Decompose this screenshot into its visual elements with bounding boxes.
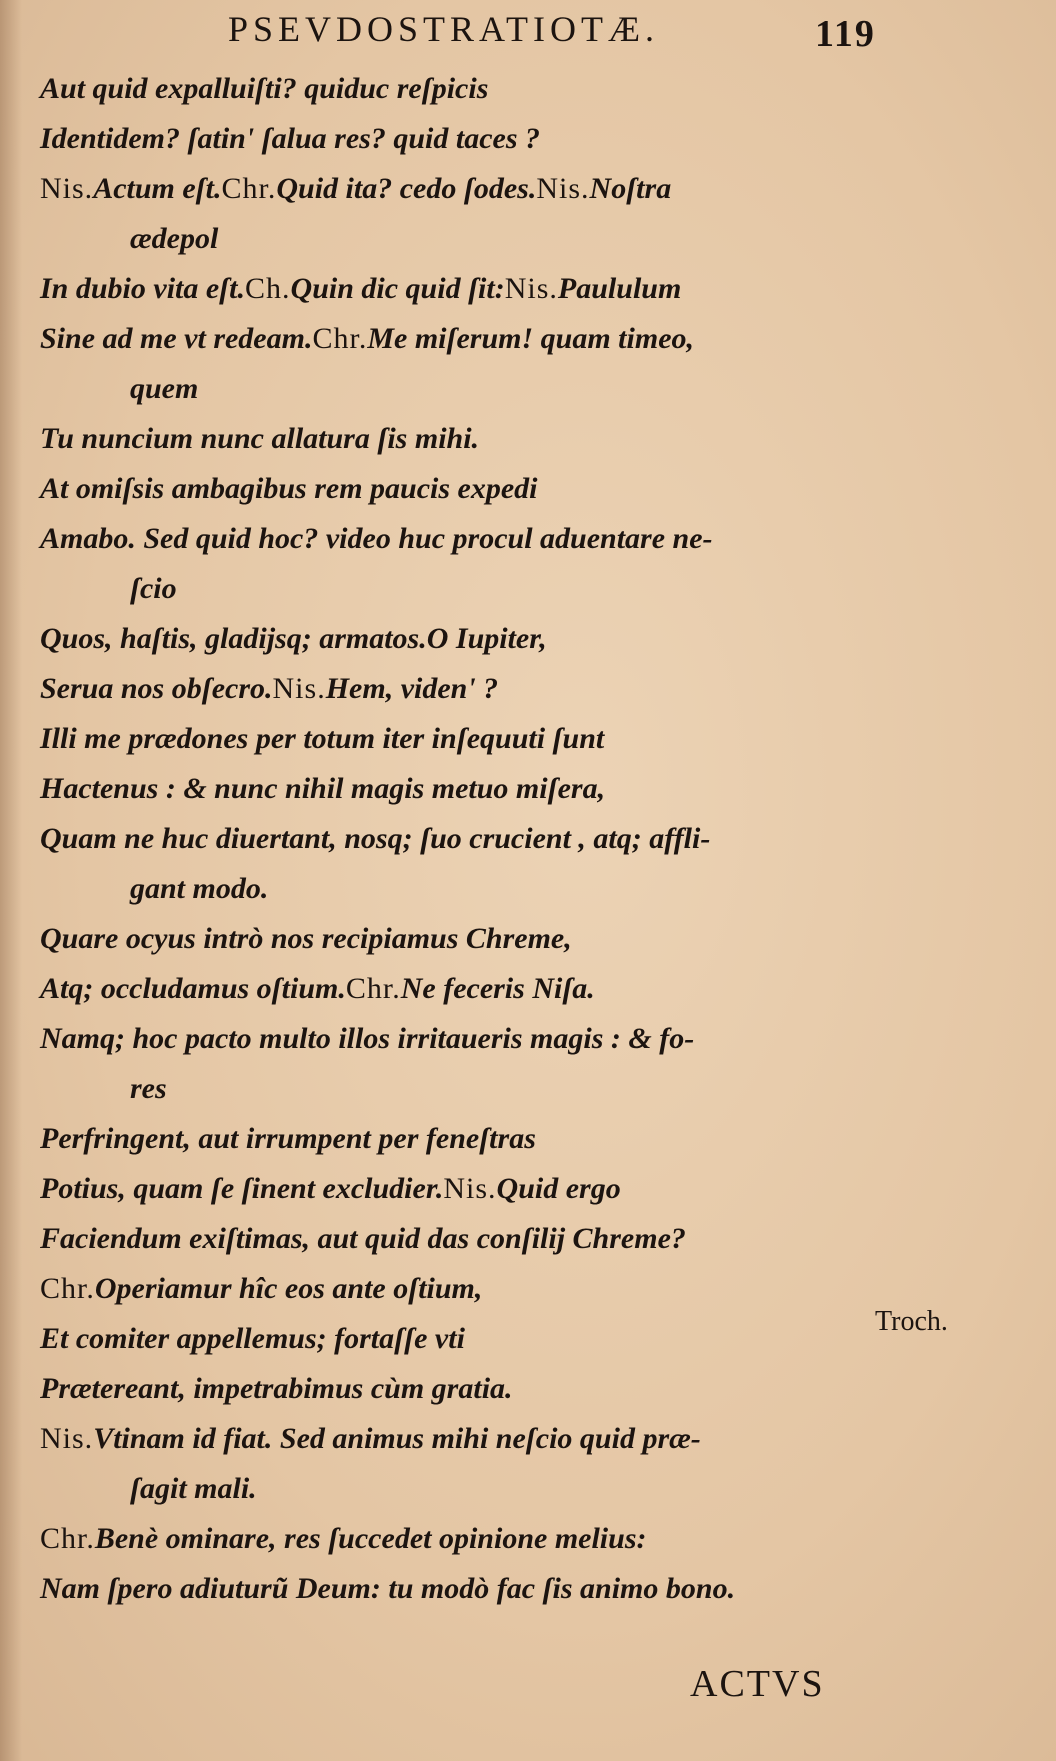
- text-line: [40, 1272, 482, 1306]
- verse-text: Noſtra: [589, 172, 672, 205]
- speaker-label: Chr.: [40, 1522, 95, 1555]
- verse-text: Prætereant, impetrabimus cùm gratia.: [40, 1372, 513, 1405]
- text-line: [40, 322, 694, 356]
- speaker-label: Chr.: [345, 972, 401, 1005]
- verse-text: Namq; hoc pacto multo illos irritaueris magis : & fo-: [40, 1022, 695, 1055]
- text-line: [40, 1122, 536, 1156]
- page-number: 119: [815, 13, 876, 55]
- verse-text: ſagit mali.: [130, 1472, 257, 1505]
- verse-text: res: [130, 1072, 167, 1105]
- text-line: [40, 1022, 694, 1056]
- verse-text: ædepol: [130, 222, 219, 255]
- text-line: [130, 572, 177, 606]
- verse-text: Et comiter appellemus; fortaſſe vti: [40, 1322, 465, 1355]
- verse-text: Illi me prædones per totum iter inſequuti ſunt: [40, 722, 605, 755]
- text-line: [40, 472, 538, 506]
- text-line: [40, 1522, 647, 1556]
- verse-text: Faciendum exiſtimas, aut quid das conſilij Chreme?: [40, 1222, 686, 1255]
- verse-text: Serua nos obſecro.: [40, 672, 273, 705]
- speaker-label: Chr.: [312, 322, 368, 355]
- verse-text: Quid ita? cedo ſodes.: [276, 172, 537, 205]
- text-line: [130, 872, 268, 906]
- verse-text: O Iupiter,: [426, 622, 547, 655]
- margin-note: Troch.: [875, 1306, 948, 1337]
- text-line: [130, 1072, 167, 1106]
- verse-text: Actum eſt.: [93, 172, 222, 205]
- text-line: [40, 272, 681, 306]
- text-line: [40, 1322, 465, 1356]
- verse-text: At omiſsis ambagibus rem paucis expedi: [40, 472, 538, 505]
- text-line: [40, 622, 547, 656]
- running-head: PSEVDOSTRATIOTÆ.: [228, 9, 660, 49]
- text-line: [40, 1372, 513, 1406]
- text-line: [40, 722, 604, 756]
- verse-text: Sine ad me vt redeam.: [40, 322, 313, 355]
- speaker-label: Nis.: [40, 172, 94, 205]
- text-line: [40, 922, 572, 956]
- speaker-label: Nis.: [443, 1172, 497, 1205]
- verse-text: In dubio vita eſt.: [40, 272, 246, 305]
- verse-text: Nam ſpero adiuturũ Deum: tu modò fac ſis animo bono.: [40, 1572, 736, 1605]
- verse-text: Potius, quam ſe ſinent excludier.: [40, 1172, 444, 1205]
- speaker-label: Ch.: [245, 272, 291, 305]
- verse-text: Atq; occludamus oſtium.: [40, 972, 346, 1005]
- speaker-label: Nis.: [504, 272, 558, 305]
- text-line: [40, 972, 595, 1006]
- verse-text: Me miſerum! quam timeo,: [367, 322, 695, 355]
- text-line: [40, 122, 540, 156]
- text-line: [130, 222, 218, 256]
- verse-text: Quid ergo: [496, 1172, 621, 1205]
- verse-text: Tu nuncium nunc allatura ſis mihi.: [40, 422, 480, 455]
- text-line: [40, 1172, 621, 1206]
- verse-text: Aut quid expalluiſti? quiduc reſpicis: [40, 72, 489, 105]
- verse-text: Quos, haſtis, gladijsq; armatos.: [40, 622, 427, 655]
- text-line: [40, 1422, 701, 1456]
- text-line: [40, 172, 671, 206]
- text-line: [40, 522, 713, 556]
- text-line: [40, 1222, 686, 1256]
- verse-text: Benè ominare, res ſuccedet opinione melius:: [94, 1522, 647, 1555]
- text-line: [40, 822, 710, 856]
- speaker-label: Nis.: [536, 172, 590, 205]
- verse-text: Quare ocyus intrò nos recipiamus Chreme,: [40, 922, 572, 955]
- text-line: [40, 72, 488, 106]
- verse-text: Perfringent, aut irrumpent per feneſtras: [40, 1122, 536, 1155]
- verse-text: Vtinam id fiat. Sed animus mihi neſcio quid præ-: [93, 1422, 701, 1455]
- verse-text: Amabo. Sed quid hoc? video huc procul aduentare ne-: [40, 522, 713, 555]
- verse-text: Operiamur hîc eos ante oſtium,: [94, 1272, 483, 1305]
- text-line: [40, 1572, 735, 1606]
- verse-text: Paululum: [557, 272, 682, 305]
- verse-text: Ne feceris Niſa.: [400, 972, 595, 1005]
- text-line: [130, 1472, 257, 1506]
- text-line: [40, 422, 479, 456]
- verse-text: quem: [130, 372, 199, 405]
- speaker-label: Chr.: [40, 1272, 95, 1305]
- verse-text: Quin dic quid ſit:: [290, 272, 505, 305]
- speaker-label: Chr.: [221, 172, 277, 205]
- speaker-label: Nis.: [40, 1422, 94, 1455]
- text-line: [40, 672, 498, 706]
- verse-text: Hactenus : & nunc nihil magis metuo miſera,: [40, 772, 606, 805]
- verse-text: gant modo.: [130, 872, 269, 905]
- verse-text: Hem, viden' ?: [325, 672, 499, 705]
- text-line: [130, 372, 198, 406]
- speaker-label: Nis.: [272, 672, 326, 705]
- catchword: ACTVS: [690, 1663, 825, 1705]
- verse-text: Quam ne huc diuertant, nosq; ſuo crucient , atq; affli-: [40, 822, 711, 855]
- verse-text: Identidem? ſatin' ſalua res? quid taces ?: [40, 122, 541, 155]
- text-line: [40, 772, 605, 806]
- verse-text: ſcio: [130, 572, 177, 605]
